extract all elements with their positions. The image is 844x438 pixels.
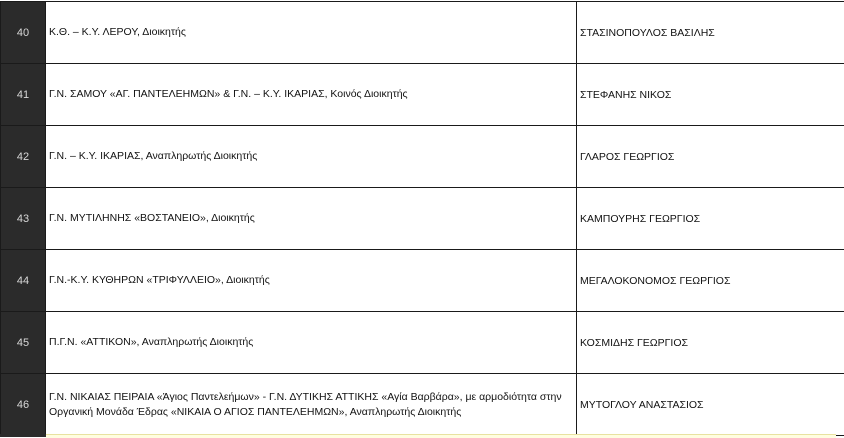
row-number[interactable]: 43 xyxy=(1,188,46,250)
position-cell[interactable]: Π.Γ.Ν. «ΑΤΤΙΚΟΝ», Αναπληρωτής Διοικητής xyxy=(46,312,577,374)
table-row[interactable] xyxy=(1,250,844,312)
person-name-cell[interactable]: ΜΥΤΟΓΛΟΥ ΑΝΑΣΤΑΣΙΟΣ xyxy=(577,374,844,436)
position-cell[interactable]: Γ.Ν.-Κ.Υ. ΚΥΘΗΡΩΝ «ΤΡΙΦΥΛΛΕΙΟ», Διοικητής xyxy=(46,250,577,312)
person-name-cell[interactable]: ΓΛΑΡΟΣ ΓΕΩΡΓΙΟΣ xyxy=(577,126,844,188)
table-row[interactable] xyxy=(1,374,844,436)
table-row[interactable] xyxy=(1,126,844,188)
position-cell[interactable]: Γ.Ν. ΣΑΜΟΥ «ΑΓ. ΠΑΝΤΕΛΕΗΜΩΝ» & Γ.Ν. – Κ.Υ. ΙΚΑΡΙΑΣ, Κοινός Διοικητής xyxy=(46,64,577,126)
row-number[interactable]: 40 xyxy=(1,2,46,64)
row-number[interactable]: 45 xyxy=(1,312,46,374)
row-number[interactable]: 41 xyxy=(1,64,46,126)
person-name-cell[interactable]: ΣΤΑΣΙΝΟΠΟΥΛΟΣ ΒΑΣΙΛΗΣ xyxy=(577,2,844,64)
person-name-cell[interactable]: ΚΟΣΜΙΔΗΣ ΓΕΩΡΓΙΟΣ xyxy=(577,312,844,374)
position-cell[interactable]: Κ.Θ. – Κ.Υ. ΛΕΡΟΥ, Διοικητής xyxy=(46,2,577,64)
row-number[interactable]: 42 xyxy=(1,126,46,188)
next-row-strip xyxy=(46,434,836,438)
position-cell[interactable]: Γ.Ν. ΝΙΚΑΙΑΣ ΠΕΙΡΑΙΑ «Άγιος Παντελεήμων» - Γ.Ν. ΔΥΤΙΚΗΣ ΑΤΤΙΚΗΣ «Αγία Βαρβάρα», με αρμοδιότητα στην Οργανική Μονάδα Έδρας «ΝΙΚΑΙΑ Ο ΑΓΙΟΣ ΠΑΝΤΕΛΕΗΜΩΝ», Αναπληρωτής Διοικητής xyxy=(46,374,577,436)
person-name-cell[interactable]: ΜΕΓΑΛΟΚΟΝΟΜΟΣ ΓΕΩΡΓΙΟΣ xyxy=(577,250,844,312)
table-row[interactable] xyxy=(1,312,844,374)
row-number[interactable]: 44 xyxy=(1,250,46,312)
person-name-cell[interactable]: ΚΑΜΠΟΥΡΗΣ ΓΕΩΡΓΙΟΣ xyxy=(577,188,844,250)
person-name-cell[interactable]: ΣΤΕΦΑΝΗΣ ΝΙΚΟΣ xyxy=(577,64,844,126)
table-row[interactable] xyxy=(1,2,844,64)
appointments-table xyxy=(0,1,844,436)
position-cell[interactable]: Γ.Ν. – Κ.Υ. ΙΚΑΡΙΑΣ, Αναπληρωτής Διοικητής xyxy=(46,126,577,188)
position-cell[interactable]: Γ.Ν. ΜΥΤΙΛΗΝΗΣ «ΒΟΣΤΑΝΕΙΟ», Διοικητής xyxy=(46,188,577,250)
table-row[interactable] xyxy=(1,188,844,250)
row-number[interactable]: 46 xyxy=(1,374,46,436)
table-row[interactable] xyxy=(1,64,844,126)
